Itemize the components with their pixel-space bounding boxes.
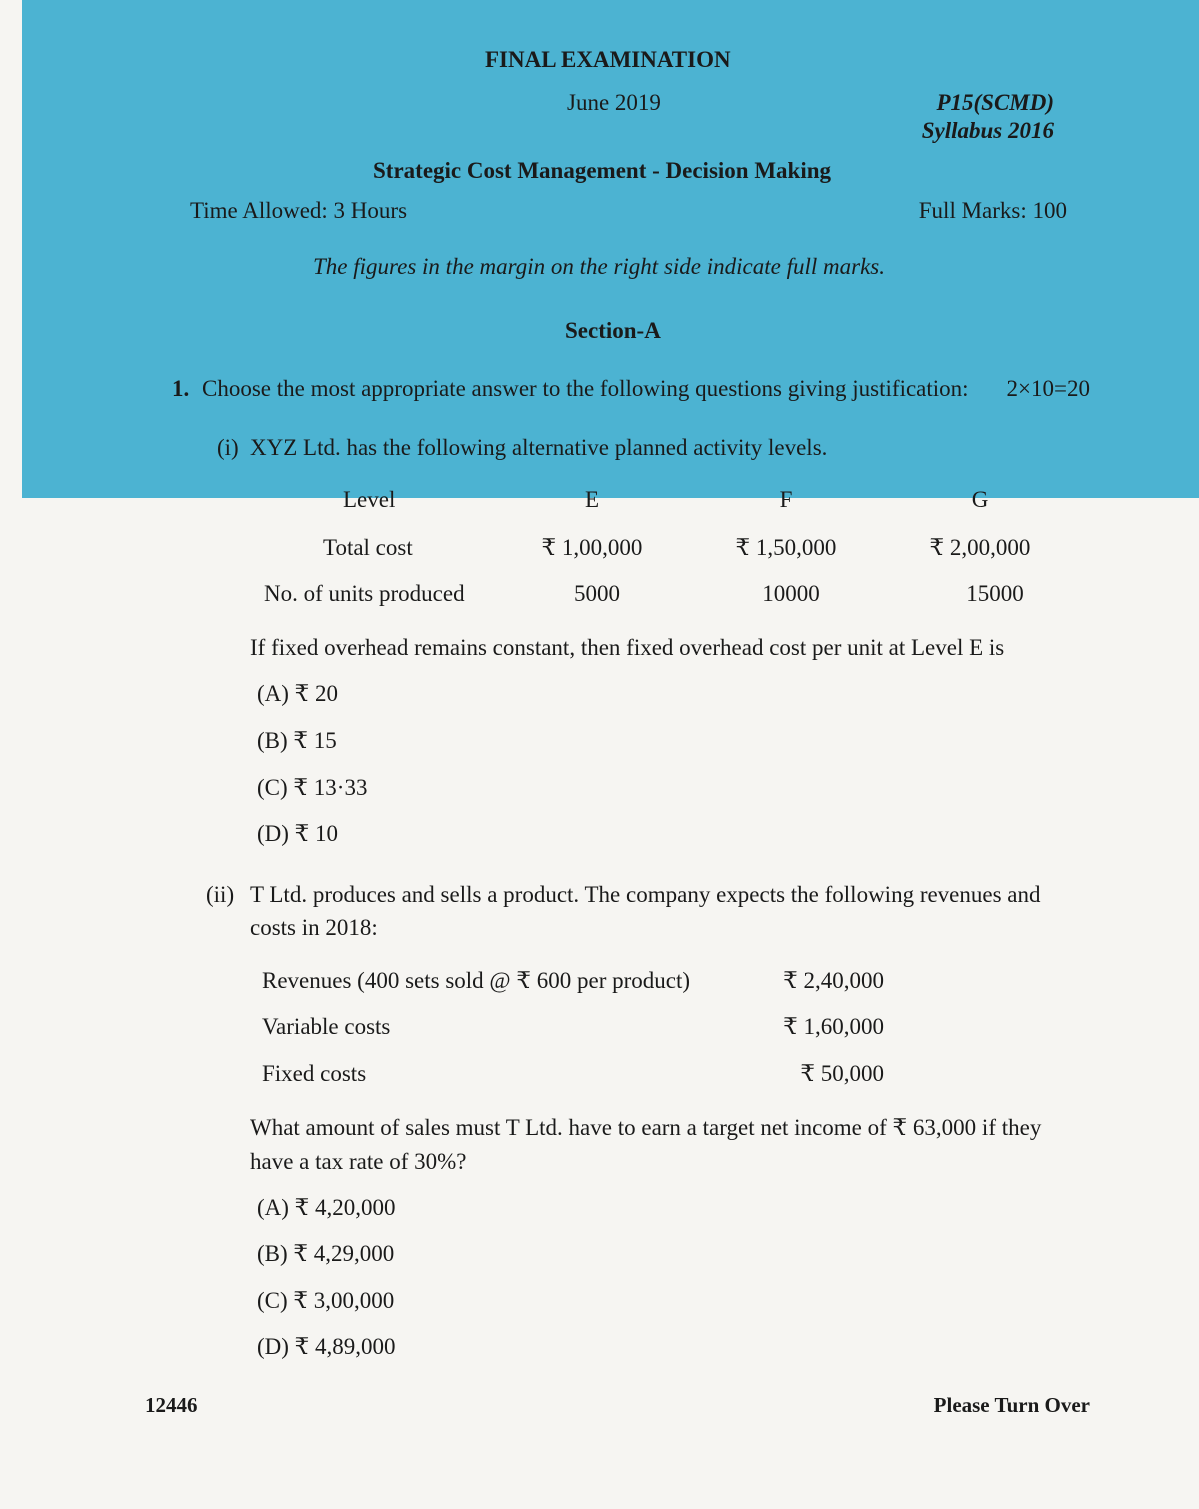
header-band [22,0,1199,498]
session: June 2019 [567,90,661,115]
q1i-question: If fixed overhead remains constant, then fixed overhead cost per unit at Level E is [250,635,1005,660]
list-item-value: ₹ 1,60,000 [783,1014,884,1039]
please-turn-over: Please Turn Over [933,1393,1090,1417]
q1ii-line2: costs in 2018: [250,915,378,940]
table-cell: ₹ 1,50,000 [735,535,837,560]
q1-marks: 2×10=20 [1006,376,1090,401]
full-marks: Full Marks: 100 [918,198,1067,223]
subject-title: Strategic Cost Management - Decision Making [373,158,832,183]
q1ii-label: (ii) [206,882,235,907]
list-item-value: ₹ 2,40,000 [783,968,884,993]
q1ii-question-line1: What amount of sales must T Ltd. have to earn a target net income of ₹ 63,000 if they [250,1115,1042,1140]
q1ii-question-line2: have a tax rate of 30%? [250,1149,467,1174]
table-header-g: G [971,487,989,512]
paper-code: P15(SCMD) [936,90,1054,115]
table-cell: ₹ 1,00,000 [541,535,643,560]
table-cell: 10000 [762,581,820,606]
q1ii-line1: T Ltd. produces and sells a product. The company expects the following revenues and [250,882,1041,907]
q1-text: Choose the most appropriate answer to the following questions giving justification: [202,376,969,401]
list-item-value: ₹ 50,000 [800,1061,884,1086]
table-cell: 5000 [574,581,620,606]
option-c: (C) ₹ 13·33 [257,775,368,800]
option-a: (A) ₹ 4,20,000 [257,1195,396,1220]
instruction: The figures in the margin on the right side indicate full marks. [313,254,885,279]
list-item-label: Fixed costs [262,1061,367,1086]
option-c: (C) ₹ 3,00,000 [257,1288,395,1313]
q1i-text: XYZ Ltd. has the following alternative planned activity levels. [250,435,828,460]
syllabus: Syllabus 2016 [921,118,1054,143]
table-cell: Total cost [323,535,413,560]
table-cell: No. of units produced [264,581,465,606]
option-b: (B) ₹ 4,29,000 [257,1241,395,1266]
table-header-f: F [779,487,793,512]
table-header-e: E [584,487,600,512]
option-d: (D) ₹ 4,89,000 [257,1334,396,1359]
table-cell: ₹ 2,00,000 [929,535,1031,560]
list-item-label: Revenues (400 sets sold @ ₹ 600 per product) [262,968,691,993]
q1-number: 1. [172,376,190,401]
q1i-label: (i) [217,435,239,460]
section-title: Section-A [565,318,661,343]
option-b: (B) ₹ 15 [257,728,337,753]
time-allowed: Time Allowed: 3 Hours [190,198,408,223]
paper-number: 12446 [145,1393,198,1417]
exam-title: FINAL EXAMINATION [485,47,731,72]
list-item-label: Variable costs [262,1014,391,1039]
table-cell: 15000 [966,581,1024,606]
option-d: (D) ₹ 10 [257,821,339,846]
table-header-level: Level [343,487,396,512]
option-a: (A) ₹ 20 [257,681,339,706]
